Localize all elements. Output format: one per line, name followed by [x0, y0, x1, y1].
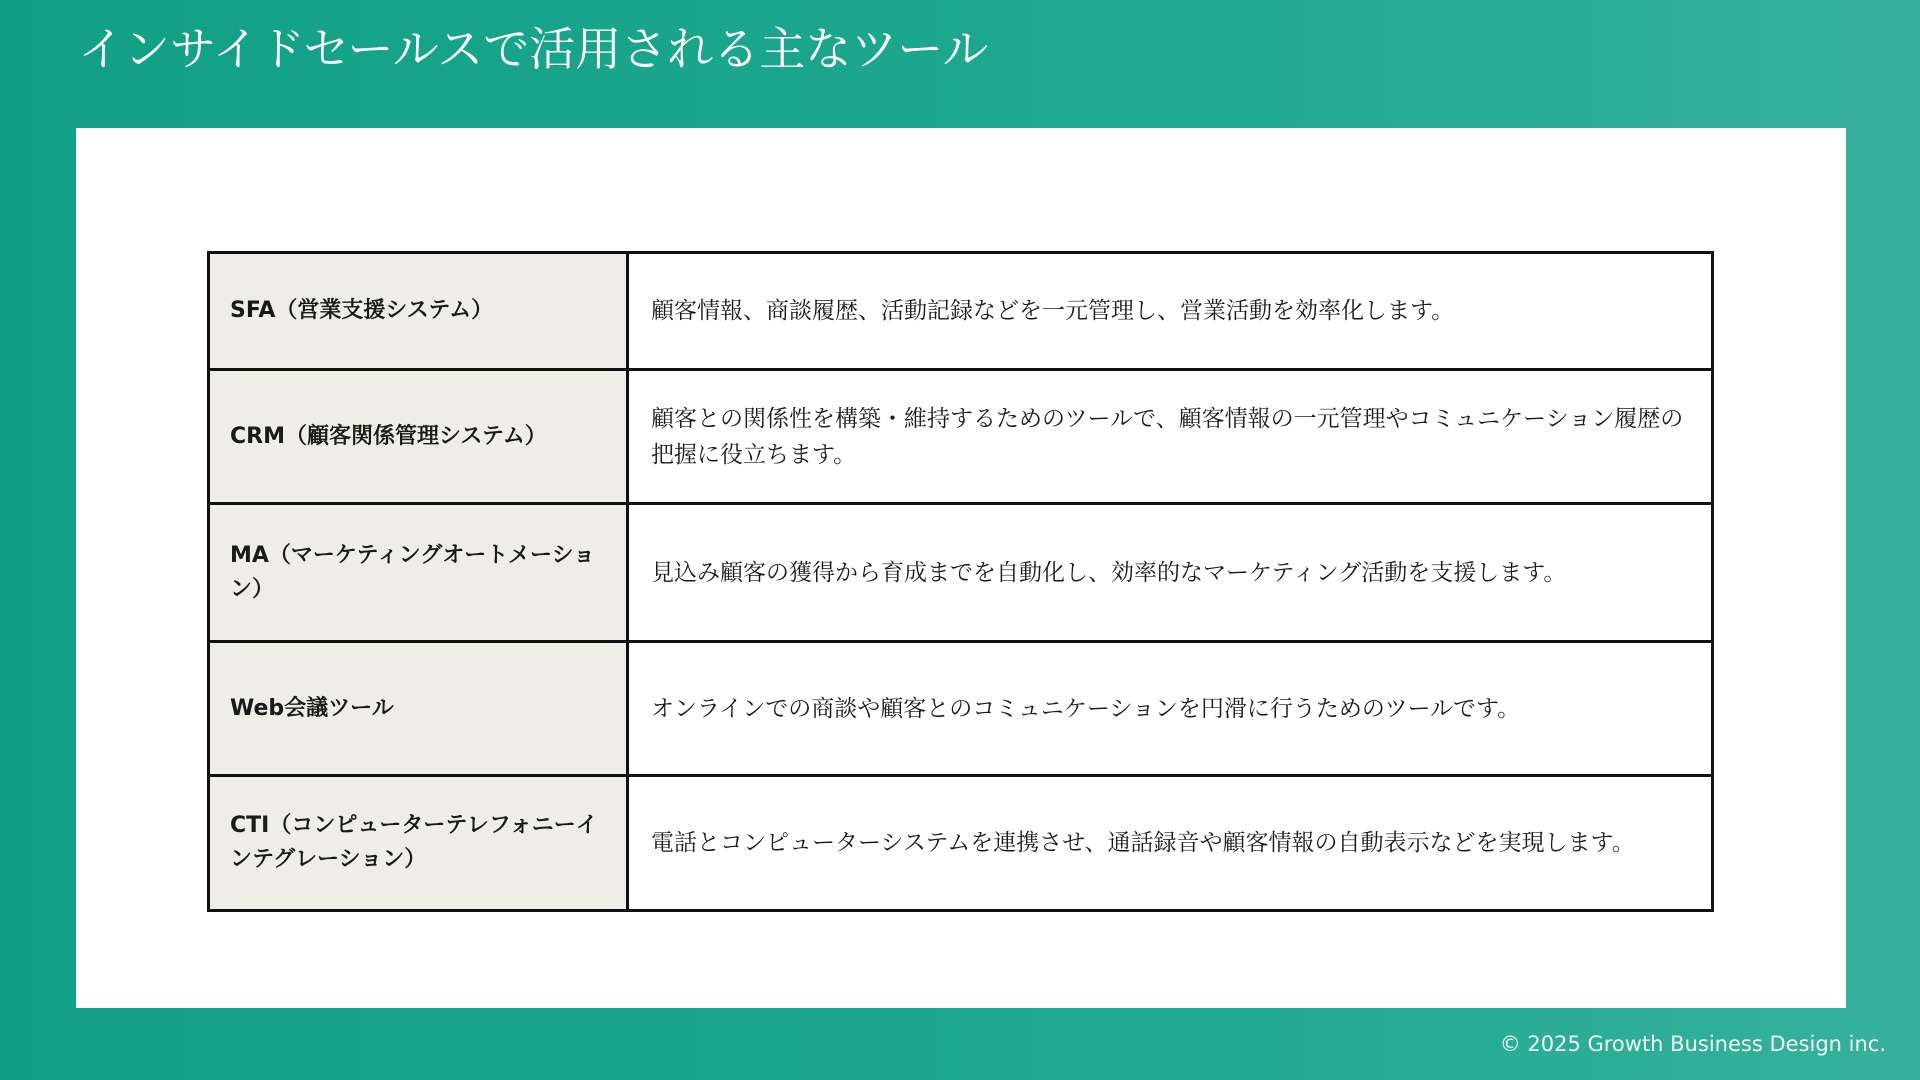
table-row	[209, 504, 1713, 642]
table-row	[209, 776, 1713, 911]
footer-copyright: © 2025 Growth Business Design inc.	[1499, 1032, 1886, 1056]
tool-name-cell: SFA（営業支援システム）	[209, 253, 628, 370]
tool-description-cell: 電話とコンピューターシステムを連携させ、通話録音や顧客情報の自動表示などを実現します。	[628, 776, 1713, 911]
tool-name-cell: MA（マーケティングオートメーション）	[209, 504, 628, 642]
tool-description-cell: 見込み顧客の獲得から育成までを自動化し、効率的なマーケティング活動を支援します。	[628, 504, 1713, 642]
slide-title: インサイドセールスで活用される主なツール	[78, 22, 989, 76]
content-panel	[76, 128, 1846, 1008]
tool-name-cell: CTI（コンピューターテレフォニーインテグレーション）	[209, 776, 628, 911]
tools-table	[207, 251, 1714, 912]
tool-description-cell: 顧客との関係性を構築・維持するためのツールで、顧客情報の一元管理やコミュニケーション履歴の把握に役立ちます。	[628, 370, 1713, 504]
table-row	[209, 642, 1713, 776]
tool-name-cell: Web会議ツール	[209, 642, 628, 776]
tool-description-cell: 顧客情報、商談履歴、活動記録などを一元管理し、営業活動を効率化します。	[628, 253, 1713, 370]
tool-description-cell: オンラインでの商談や顧客とのコミュニケーションを円滑に行うためのツールです。	[628, 642, 1713, 776]
tool-name-cell: CRM（顧客関係管理システム）	[209, 370, 628, 504]
table-row	[209, 370, 1713, 504]
table-row	[209, 253, 1713, 370]
